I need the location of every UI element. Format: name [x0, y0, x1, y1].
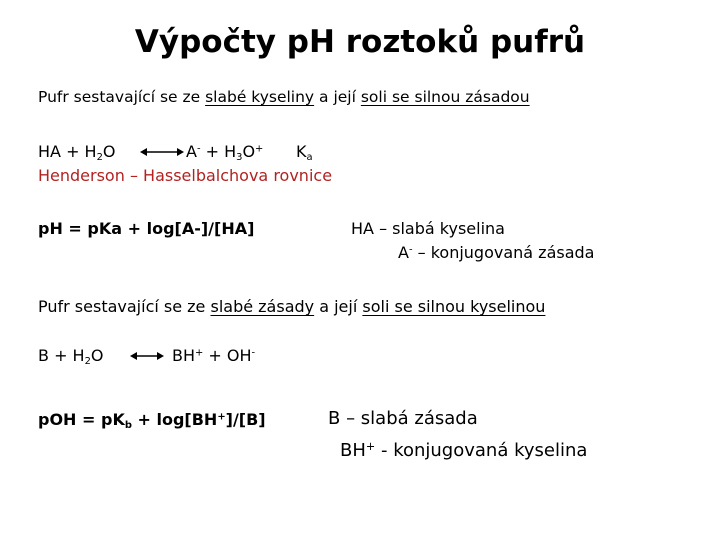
acid-legend-ha: HA – slabá kyselina: [351, 219, 505, 238]
base-legend-conjugate-acid: BH+ - konjugovaná kyselina: [340, 439, 588, 461]
ka-label: $K_a$: [296, 142, 313, 163]
base-poh-formula: pOH = $pK_b + \log[BH^+]/[B]$: [38, 410, 266, 431]
base-equilibrium-right: BH+ + OH-: [172, 346, 256, 365]
equilibrium-arrow-icon: [130, 349, 164, 363]
base-buffer-heading: Pufr sestavající se ze slabé zásady a její soli se silnou kyselinou: [38, 297, 546, 316]
acid-buffer-heading: Pufr sestavající se ze slabé kyseliny a její soli se silnou zásadou: [38, 88, 530, 106]
base-equilibrium-left: $B + H_2O$: [38, 346, 104, 367]
henderson-hasselbalch-title: Henderson – Hasselbalchova rovnice: [38, 166, 333, 185]
equilibrium-arrow-icon: [140, 145, 184, 159]
page-title: Výpočty pH roztoků pufrů: [134, 24, 586, 60]
acid-ph-formula: pH = pKa + log[A-]/[HA]: [38, 219, 255, 238]
acid-legend-conjugate-base: A- – konjugovaná zásada: [398, 243, 595, 262]
acid-equilibrium-left: HA + $H_2O$: [38, 142, 116, 163]
base-legend-b: B – slabá zásada: [328, 408, 478, 429]
acid-equilibrium-right: $A^- + H_3O^+$: [186, 142, 264, 163]
